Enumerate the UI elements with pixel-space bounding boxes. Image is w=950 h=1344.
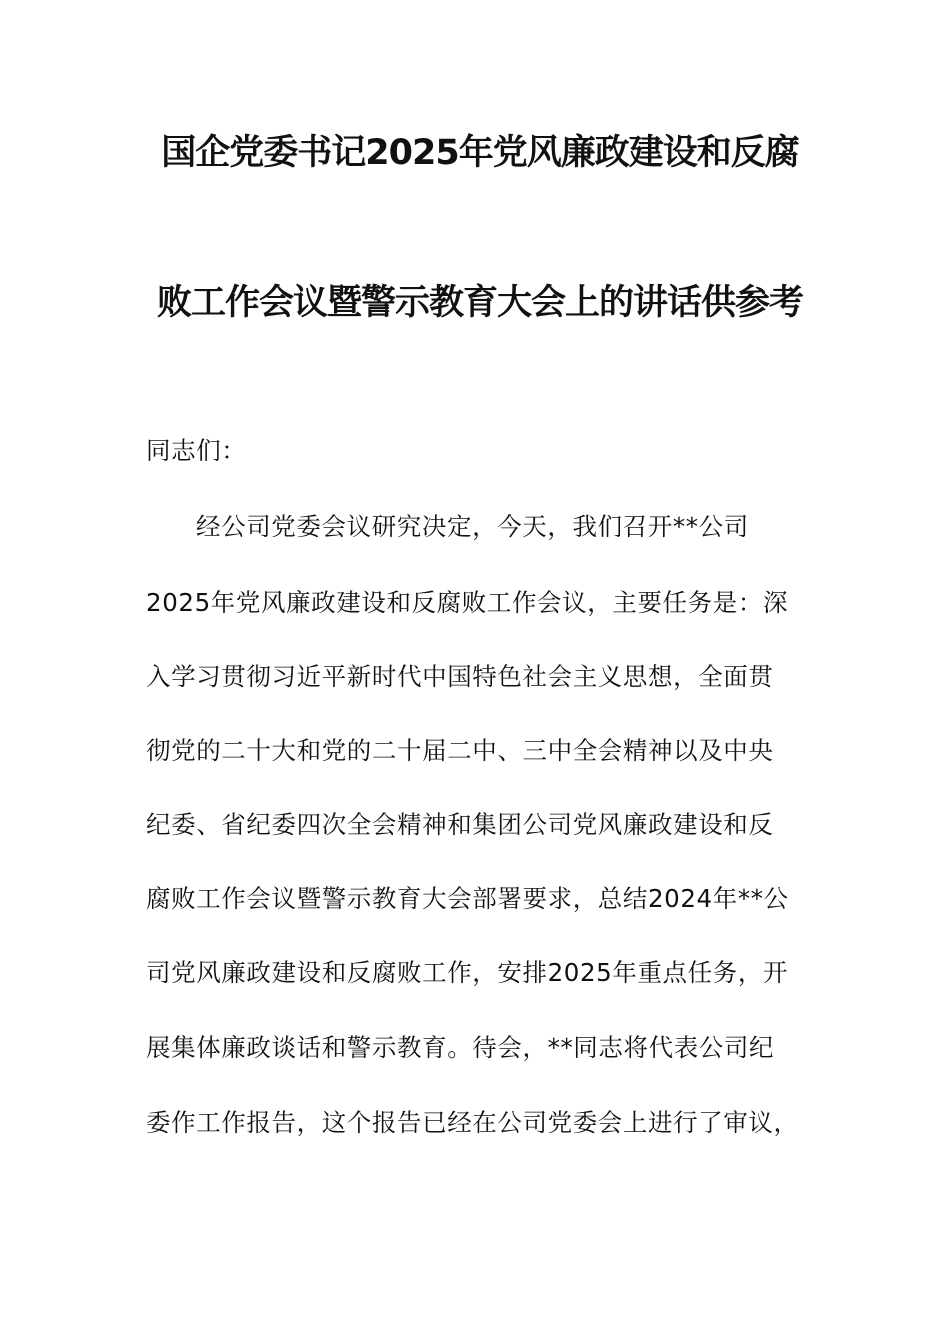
body-line-7: 司党风廉政建设和反腐败工作，安排2025年重点任务，开 (146, 958, 789, 987)
body-line-1: 经公司党委会议研究决定，今天，我们召开**公司 (196, 512, 749, 541)
body-line-3: 入学习贯彻习近平新时代中国特色社会主义思想，全面贯 (146, 662, 774, 691)
salutation: 同志们： (146, 436, 247, 465)
body-line-2: 2025年党风廉政建设和反腐败工作会议，主要任务是：深 (146, 588, 789, 617)
body-line-5: 纪委、省纪委四次全会精神和集团公司党风廉政建设和反 (146, 810, 774, 839)
document-title-line-1: 国企党委书记2025年党风廉政建设和反腐 (161, 133, 799, 173)
body-line-8: 展集体廉政谈话和警示教育。待会，**同志将代表公司纪 (146, 1033, 775, 1062)
body-line-9: 委作工作报告，这个报告已经在公司党委会上进行了审议， (146, 1108, 799, 1137)
document-title-line-2: 败工作会议暨警示教育大会上的讲话供参考 (156, 283, 803, 323)
body-line-4: 彻党的二十大和党的二十届二中、三中全会精神以及中央 (146, 736, 774, 765)
body-line-6: 腐败工作会议暨警示教育大会部署要求，总结2024年**公 (146, 884, 789, 913)
